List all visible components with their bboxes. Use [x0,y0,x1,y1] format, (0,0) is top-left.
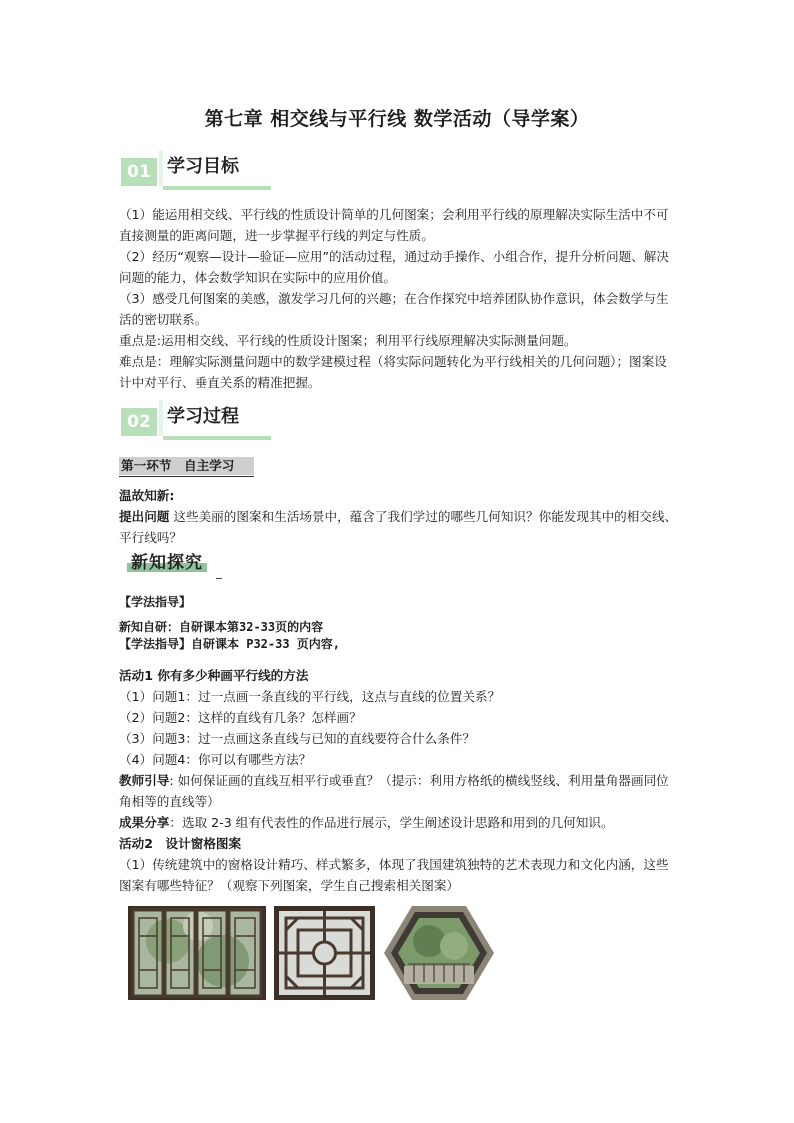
activity1-question: （2）问题2：这样的直线有几条？怎样画？ [119,710,362,725]
share-label: 成果分享 [119,815,170,830]
section-underline [163,436,271,440]
section-accent [159,400,163,436]
activity1-question: （1）问题1：过一点画一条直线的平行线，这点与直线的位置关系？ [119,689,501,704]
self-study: 新知自研：自研课本第32-33页的内容 [119,620,324,634]
section-title: 学习目标 [167,156,239,177]
lattice-window-image-1 [128,906,266,1000]
teacher-text: : 如何保证画的直线互相平行或垂直？（提示：利用方格纸的横线竖线、利用量角器画同位角相等的直线等） [119,773,669,809]
objective-1: （1）能运用相交线、平行线的性质设计简单的几何图案；会利用平行线的原理解决实际生活中不可直接测量的距离问题，进一步掌握平行线的判定与性质。 [119,207,669,243]
section-number: 02 [121,408,157,436]
section-number: 01 [121,158,157,186]
stage-underline [119,476,254,477]
dash-mark [216,578,222,579]
question-paragraph [119,506,679,548]
objective-2: （2）经历“观察—设计—验证—应用”的活动过程，通过动手操作、小组合作，提升分析问题、解决问题的能力，体会数学知识在实际中的应用价值。 [119,249,669,285]
section-header-process [121,400,271,440]
share-text: ：选取 2-3 组有代表性的作品进行展示，学生阐述设计思路和用到的几何知识。 [169,815,614,830]
section-underline [163,186,271,190]
activity1-question: （3）问题3：过一点画这条直线与已知的直线要符合什么条件？ [119,731,476,746]
activity1-block [119,665,679,896]
section-title: 学习过程 [167,406,239,427]
results-sharing [119,812,679,833]
activity2-text: （1）传统建筑中的窗格设计精巧、样式繁多，体现了我国建筑独特的艺术表现力和文化内涵，这些图案有哪些特征？（观察下列图案，学生自己搜索相关图案） [119,857,669,893]
key-points: 重点是:运用相交线、平行线的性质设计图案；利用平行线原理解决实际测量问题。 [119,333,577,348]
page-title: 第七章 相交线与平行线 数学活动（导学案） [204,108,590,130]
guide-block [119,592,679,653]
new-knowledge-tag [127,548,207,574]
lattice-window-image-3 [384,906,494,1000]
method-guide-text: 【学法指导】自研课本 P32-33 页内容, [119,637,341,651]
lattice-window-image-2 [274,906,375,1000]
question-text: 这些美丽的图案和生活场景中，蕴含了我们学过的哪些几何知识？你能发现其中的相交线、平行线吗？ [119,509,678,545]
activity2-title: 活动2 设计窗格图案 [119,836,242,851]
activity1-title: 活动1 你有多少种画平行线的方法 [119,668,309,683]
teacher-label: 教师引导 [119,773,170,788]
teacher-guidance [119,770,679,812]
stage-heading: 第一环节 自主学习 [119,457,254,475]
difficult-points: 难点是：理解实际测量问题中的数学建模过程（将实际问题转化为平行线相关的几何问题）；图案设计中对平行、垂直关系的精准把握。 [119,354,667,390]
question-label: 提出问题 [119,509,170,524]
objective-3: （3）感受几何图案的美感，激发学习几何的兴趣；在合作探究中培养团队协作意识，体会数学与生活的密切联系。 [119,291,669,327]
section-accent [159,150,163,186]
objectives-block [119,204,679,393]
review-block [119,485,679,548]
tag-text: 新知探究 [131,553,203,573]
activity1-question: （4）问题4：你可以有哪些方法？ [119,752,312,767]
review-label: 温故知新: [119,488,175,503]
method-guide-heading: 【学法指导】 [119,595,192,609]
section-header-objectives [121,150,271,190]
